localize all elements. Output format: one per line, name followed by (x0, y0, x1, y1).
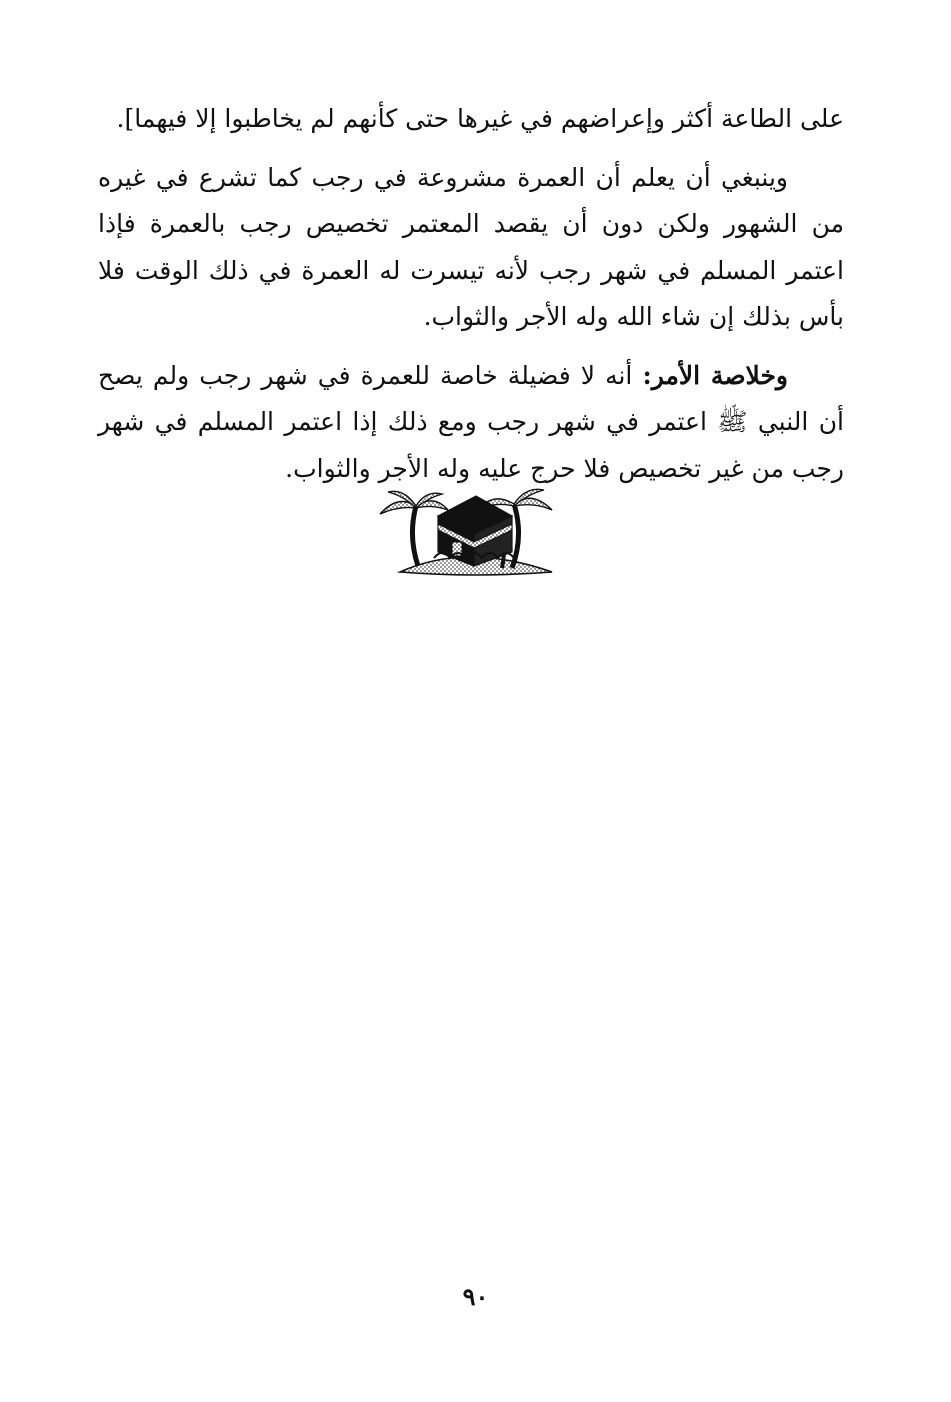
paragraph-text: على الطاعة أكثر وإعراضهم في غيرها حتى كأنهم لم يخاطبوا إلا فيهما]. (116, 104, 844, 133)
page-number: ٩٠ (462, 1282, 489, 1311)
paragraph-text: أنه لا فضيلة خاصة للعمرة في شهر رجب ولم يصح أن النبي ﷺ اعتمر في شهر رجب ومع ذلك إذا اعتمر المسلم في شهر رجب من غير تخصيص فلا حرج عليه وله الأجر والثواب. (98, 360, 844, 483)
kaaba-palms-icon (376, 486, 556, 578)
paragraph-text: وينبغي أن يعلم أن العمرة مشروعة في رجب كما تشرع في غيره من الشهور ولكن دون أن يقصد المعتمر تخصيص رجب بالعمرة فإذا اعتمر المسلم في شهر رجب لأنه تيسرت له العمرة في ذلك الوقت فلا بأس بذلك إن شاء الله وله الأجر والثواب. (98, 162, 844, 331)
paragraph-summary (98, 353, 844, 493)
body-text (98, 96, 844, 504)
summary-lead: وخلاصة الأمر: (642, 360, 788, 390)
paragraph-continuation (98, 96, 844, 143)
paragraph-umrah-rajab (98, 155, 844, 341)
